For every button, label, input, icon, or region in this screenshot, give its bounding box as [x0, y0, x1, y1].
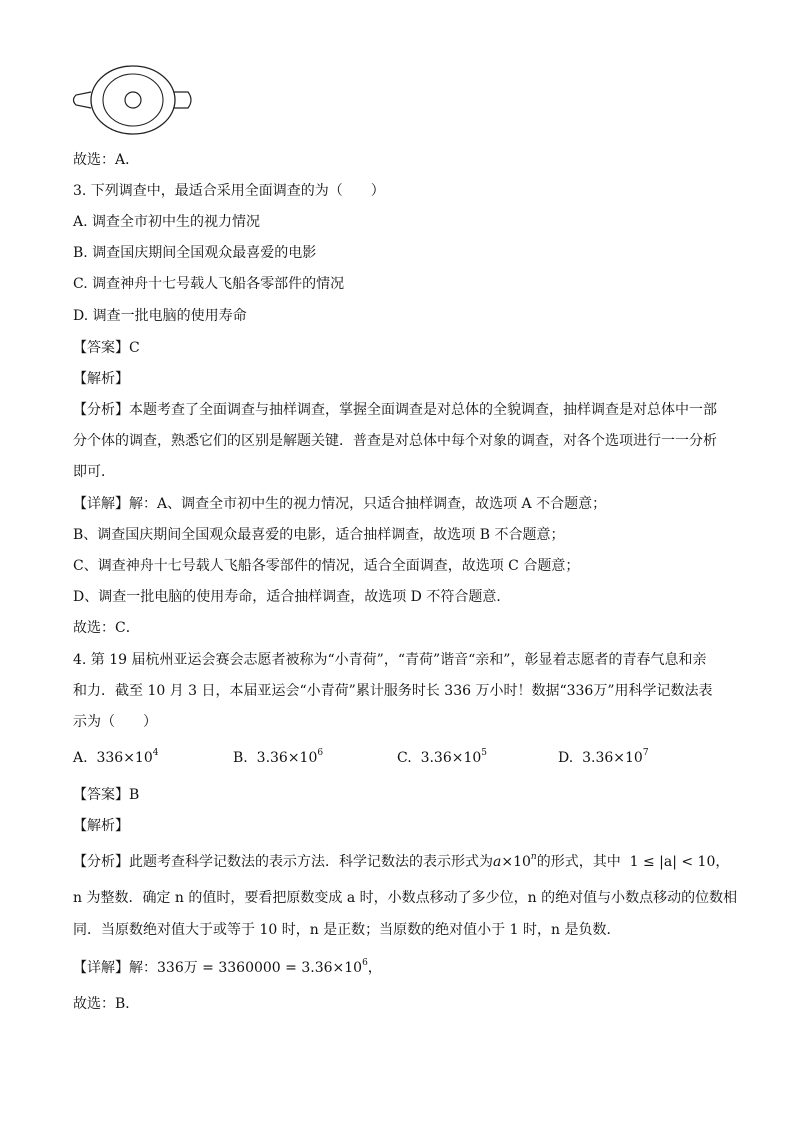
- question-4-option-c: C. $3.36\times 10^5$: [397, 748, 488, 766]
- question-3-option-c: C. 调查神舟十七号载人飞船各零部件的情况: [73, 276, 345, 292]
- question-3-option-a: A. 调查全市初中生的视力情况: [73, 214, 261, 230]
- question-3-detail-line-3: C、调查神舟十七号载人飞船各零部件的情况，适合全面调查，故选项 C 合题意；: [73, 558, 580, 574]
- question-4-detail: 【详解】解：336万 = $3360000 = 3.36\times 10^6$，: [73, 958, 382, 976]
- question-3-option-d: D. 调查一批电脑的使用寿命: [73, 308, 247, 324]
- question-3-analysis-line-3: 即可．: [73, 464, 115, 480]
- question-3-final-choice: 故选：C．: [73, 620, 140, 636]
- question-4-stem-line-3: 示为（ ）: [73, 714, 157, 730]
- question-4-final-choice: 故选：B．: [73, 996, 140, 1012]
- question-3-detail-line-2: B、调查国庆期间全国观众最喜爱的电影，适合抽样调查，故选项 B 不合题意；: [73, 527, 565, 543]
- question-4-analysis-heading: 【解析】: [73, 818, 129, 834]
- question-4-stem-line-1: 4. 第 19 届杭州亚运会赛会志愿者被称为“小青荷”，“青荷”谐音“亲和”，彰显着志愿者的青春气息和亲: [73, 652, 707, 668]
- question-4-option-b: B. $3.36\times 10^6$: [233, 748, 324, 766]
- question-4-analysis-line-3: 同．当原数绝对值大于或等于 10 时，n 是正数；当原数的绝对值小于 1 时，n 是负数．: [73, 922, 621, 938]
- question-3-analysis-heading: 【解析】: [73, 371, 129, 387]
- question-3-detail-line-4: D、调查一批电脑的使用寿命，适合抽样调查，故选项 D 不符合题意．: [73, 589, 511, 605]
- question-3-option-b: B. 调查国庆期间全国观众最喜爱的电影: [73, 245, 317, 261]
- question-4-stem-line-2: 和力．截至 10 月 3 日，本届亚运会“小青荷”累计服务时长 336 万小时！数据“336万”用科学记数法表: [73, 683, 713, 699]
- question-3-analysis-line-2: 分个体的调查，熟悉它们的区别是解题关键．普查是对总体中每个对象的调查，对各个选项进行一一分析: [73, 433, 717, 449]
- question-4-answer: 【答案】B: [73, 787, 140, 803]
- question-3-stem: 3. 下列调查中，最适合采用全面调查的为（ ）: [73, 183, 385, 199]
- question-4-option-d: D. $3.36\times 10^7$: [558, 748, 649, 766]
- question-4-analysis-line-2: n 为整数．确定 n 的值时，要看把原数变成 a 时，小数点移动了多少位，n 的绝对值与小数点移动的位数相: [73, 890, 738, 906]
- question-4-option-a: A. $336\times 10^4$: [73, 748, 159, 766]
- teapot-top-view-figure: [70, 62, 198, 138]
- question-4-analysis-line-1: 【分析】此题考查科学记数法的表示方法．科学记数法的表示形式为$a\times 10^n$的形式，其中 1 ≤ |a| < 10，: [73, 852, 730, 870]
- question-3-answer: 【答案】C: [73, 340, 140, 356]
- question-3-detail-line-1: 【详解】解：A、调查全市初中生的视力情况，只适合抽样调查，故选项 A 不合题意；: [73, 496, 607, 512]
- answer-choice-line: 故选：A．: [73, 152, 140, 168]
- question-3-analysis-line-1: 【分析】本题考查了全面调查与抽样调查，掌握全面调查是对总体的全貌调查，抽样调查是对总体中一部: [73, 402, 717, 418]
